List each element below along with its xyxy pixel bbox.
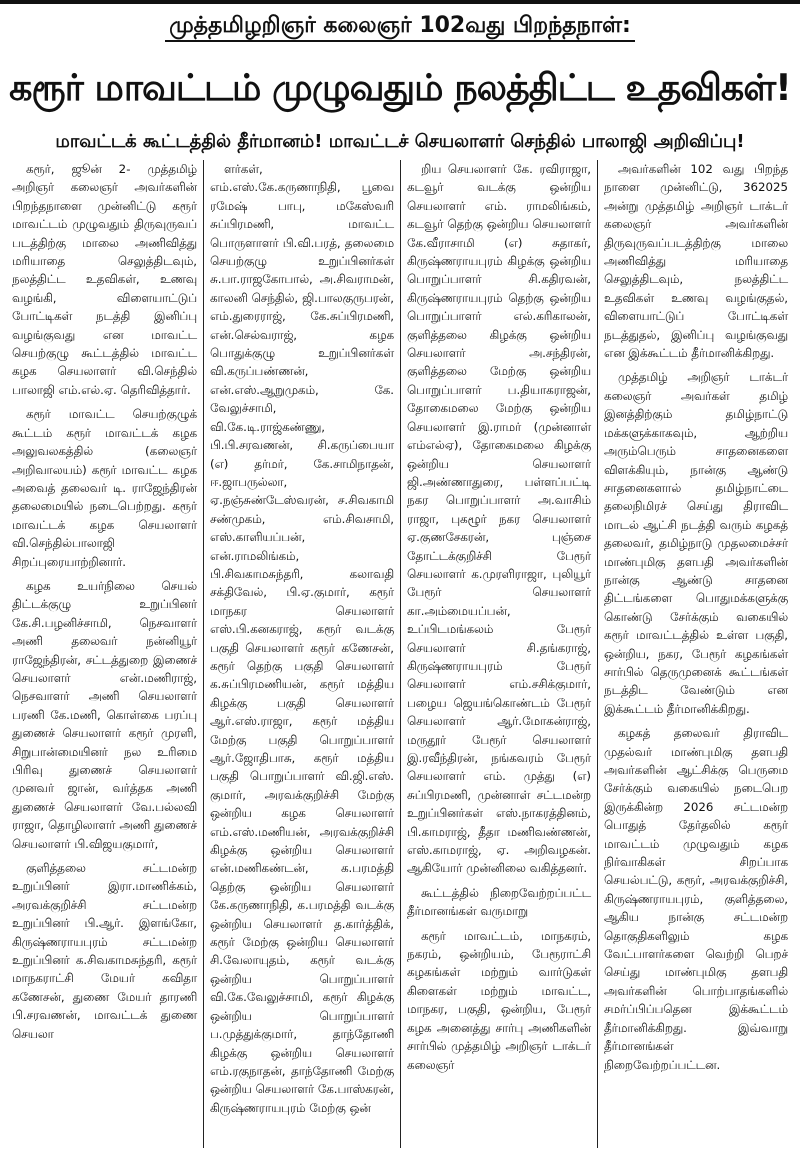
kicker-text: முத்தமிழறிஞர் கலைஞர் 102வது பிறந்தநாள்: — [165, 13, 635, 42]
paragraph: குளித்தலை சட்டமன்ற உறுப்பினர் இரா.மாணிக்கம், அரவக்குறிச்சி சட்டமன்ற உறுப்பினர் பி.ஆர். இளங்கோ, கிருஷ்ணராயபுரம் சட்டமன்ற உறுப்பினர் க.சிவகாமசுந்தரி, கரூர் மாநகராட்சி மேயர் கவிதா கணேசன், துணை மேயர் தாரணி பி.சரவணன், மாவட்டக் துணை செயலா — [12, 861, 197, 1041]
article-body — [6, 160, 794, 1148]
column-1 — [6, 160, 203, 1148]
headline: கரூர் மாவட்டம் முழுவதும் நலத்திட்ட உதவிகள்! — [9, 66, 791, 109]
paragraph: ளர்கள், எம்.எஸ்.கே.கருணாநிதி, பூவை ரமேஷ் பாபு, மகேஸ்வரி சுப்பிரமணி, மாவட்ட பொருளாளர் பி.வி.பரத், தலைமை செயற்குழு உறுப்பினர்கள் சு.பா.ராஜகோபால், அ.சிவராமன், காலனி செந்தில், ஜி.பாலகுருபரன், எம்.துரைராஜ், கே.சுப்பிரமணி, என்.செல்வராஜ், கழக பொதுக்குழு உறுப்பினர்கள் வி.கருப்பண்ணன், என்.எஸ்.ஆறுமுகம், கே. வேலுச்சாமி, வி.கே.டி.ராஜ்கண்ணு, பி.பி.சரவணன், சி.கருப்பையா (எ) தர்மர், கே.சாமிநாதன், ஈ.ஜாபருல்லா, ஏ.நஞ்சுண்டேஸ்வரன், ச.சிவகாமி சண்முகம், எம்.சிவசாமி, எஸ்.காளியப்பன், என்.ராமலிங்கம், பி.சிவகாமசுந்தரி, கலாவதி சக்திவேல், பி.ஏ.குமார், கரூர் மாநகர செயலாளர் எஸ்.பி.கனகராஜ், கரூர் வடக்கு பகுதி செயலாளர் கரூர் கணேசன், கரூர் தெற்கு பகுதி செயலாளர் க.சுப்பிரமணியன், கரூர் மத்திய கிழக்கு பகுதி செயலாளர் ஆர்.எஸ்.ராஜா, கரூர் மத்திய மேற்கு பகுதி பொறுப்பாளர் ஆர்.ஜோதிபாசு, கரூர் மத்திய பகுதி பொறுப்பாளர் வி.ஜி.எஸ். குமார், அரவக்குறிச்சி மேற்கு ஒன்றிய கழக செயலாளர் எம்.எஸ்.மணியன், அரவக்குறிச்சி கிழக்கு ஒன்றிய செயலாளர் என்.மணிகண்டன், க.பரமத்தி தெற்கு ஒன்றிய செயலாளர் கே.கருணாநிதி, க.பரமத்தி வடக்கு ஒன்றிய செயலாளர் த.கார்த்திக், கரூர் மேற்கு ஒன்றிய செயலாளர் சி.வேலாயுதம், கரூர் வடக்கு ஒன்றிய பொறுப்பாளர் வி.கே.வேலுச்சாமி, கரூர் கிழக்கு ஒன்றிய பொறுப்பாளர் ப.முத்துக்குமார், தாந்தோணி கிழக்கு ஒன்றிய செயலாளர் எம்.ரகுநாதன், தாந்தோணி மேற்கு ஒன்றிய செயலாளர் கே.பாஸ்கரன், கிருஷ்ணராயபுரம் மேற்கு ஒன் — [210, 162, 394, 1115]
top-rule — [0, 0, 800, 4]
subheadline: மாவட்டக் கூட்டத்தில் தீர்மானம்! மாவட்டச் செயலாளர் செந்தில் பாலாஜி அறிவிப்பு! — [55, 131, 745, 152]
paragraph: றிய செயலாளர் கே. ரவிராஜா, கடவூர் வடக்கு ஒன்றிய செயலாளர் எம். ராமலிங்கம், கடவூர் தெற்கு ஒன்றிய செயலாளர் கே.வீராசாமி (எ) சுதாகர், கிருஷ்ணராயபுரம் கிழக்கு ஒன்றிய பொறுப்பாளர் சி.கதிரவன், கிருஷ்ணராயபுரம் தெற்கு ஒன்றிய பொறுப்பாளர் எல்.கரிகாலன், குளித்தலை கிழக்கு ஒன்றிய செயலாளர் அ.சந்திரன், குளித்தலை மேற்கு ஒன்றிய பொறுப்பாளர் ப.தியாகராஜன், தோகைமலை மேற்கு ஒன்றிய செயலாளர் இ.ராமர் (முன்னாள் எம்எல்ஏ), தோகைமலை கிழக்கு ஒன்றிய செயலாளர் ஜி.அண்ணாதுரை, பள்ளப்பட்டி நகர பொறுப்பாளர் அ.வாசிம் ராஜா, புகழூர் நகர செயலாளர் ஏ.குணசேகரன், புஞ்சை தோட்டக்குறிச்சி பேரூர் செயலாளர் க.முரளிராஜா, புலியூர் பேரூர் செயலாளர் கா.அம்மையப்பன், உப்பிடமங்கலம் பேரூர் செயலாளர் சி.தங்கராஜ், கிருஷ்ணராயபுரம் பேரூர் செயலாளர் எம்.சசிக்குமார், பழைய ஜெயங்கொண்டம் பேரூர் செயலாளர் ஆர்.மோகன்ராஜ், மருதூர் பேரூர் செயலாளர் இ.ரவீந்திரன், நங்கவரம் பேரூர் செயலாளர் எம். முத்து (எ) சுப்பிரமணி, முன்னாள் சட்டமன்ற உறுப்பினர்கள் எஸ்.நாகரத்தினம், பி.காமராஜ், தீதா மணிவண்ணன், எஸ்.காமராஜ், ஏ. அறிவழகன். ஆகியோர் முன்னிலை வகித்தனர். — [407, 162, 591, 876]
paragraph: கழகத் தலைவர் திராவிட முதல்வர் மாண்புமிகு தளபதி அவர்களின் ஆட்சிக்கு பெருமை சேர்க்கும் வகையில் நடைபெற இருக்கின்ற 2026 சட்டமன்ற பொதுத் தேர்தலில் கரூர் மாவட்டம் முழுவதும் கழக நிர்வாகிகள் சிறப்பாக செயல்பட்டு, கரூர், அரவக்குறிச்சி, கிருஷ்ணராயபுரம், குளித்தலை, ஆகிய நான்கு சட்டமன்ற தொகுதிகளிலும் கழக வேட்பாளர்களை வெற்றி பெறச் செய்து மாண்புமிகு தளபதி அவர்களின் பொற்பாதங்களில் சமர்ப்பிப்பதென இக்கூட்டம் தீர்மானிக்கிறது. இவ்வாறு தீர்மானங்கள் நிறைவேற்றப்பட்டன. — [604, 726, 788, 1072]
paragraph: கரூர், ஜூன் 2- முத்தமிழ் அறிஞர் கலைஞர் அவர்களின் பிறந்தநாளை முன்னிட்டு கரூர் மாவட்டம் முழுவதும் திருவுருவப் படத்திற்கு மாலை அணிவித்து மரியாதை செலுத்திடவும், நலத்திட்ட உதவிகள், உணவு வழங்கி, விளையாட்டுப் போட்டிகள் நடத்தி இனிப்பு வழங்குவது என மாவட்ட செயற்குழு கூட்டத்தில் மாவட்ட கழக செயலாளர் வி.செந்தில் பாலாஜி எம்.எல்.ஏ. தெரிவித்தார். — [12, 162, 197, 397]
paragraph: கரூர் மாவட்டம், மாநகரம், நகரம், ஒன்றியம், பேரூராட்சி கழகங்கள் மற்றும் வார்டுகள் கிளைகள் மற்றும் மாவட்ட, மாநகர, பகுதி, ஒன்றிய, பேரூர் கழக அனைத்து சார்பு அணிகளின் சார்பில் முத்தமிழ் அறிஞர் டாக்டர் கலைஞர் — [407, 928, 591, 1072]
paragraph: கூட்டத்தில் நிறைவேற்றப்பட்ட தீர்மானங்கள் வருமாறு — [407, 885, 591, 919]
column-4 — [597, 160, 794, 1148]
paragraph: கழக உயர்நிலை செயல் திட்டக்குழு உறுப்பினர் கே.சி.பழனிச்சாமி, நெசவாளர் அணி தலைவர் நன்னியூர் ராஜேந்திரன், சட்டத்துறை இணைச் செயலாளர் என்.மணிராஜ், நெசவாளர் அணி செயலாளர் பரணி கே.மணி, கொள்கை பரப்பு துணைச் செயலாளர் கரூர் முரளி, சிறுபான்மையினர் நல உரிமை பிரிவு துணைச் செயலாளர் முனவர் ஜான், வர்த்தக அணி துணைச் செயலாளர் வே.பல்லவி ராஜா, தொழிலாளர் அணி துணைச் செயலாளர் பி.விஜயகுமார், — [12, 578, 197, 851]
column-3 — [400, 160, 597, 1148]
paragraph: அவர்களின் 102 வது பிறந்த நாளை முன்னிட்டு, 362025 அன்று முத்தமிழ் அறிஞர் டாக்டர் கலைஞர் அவர்களின் திருவுருவப்படத்திற்கு மாலை அணிவித்து மரியாதை செலுத்திடவும், நலத்திட்ட உதவிகள் உணவு வழங்குதல், விளையாட்டுப் போட்டிகள் நடத்துதல், இனிப்பு வழங்குவது என இக்கூட்டம் தீர்மானிக்கிறது. — [604, 162, 788, 361]
kicker — [0, 10, 800, 42]
paragraph: கரூர் மாவட்ட செயற்குழுக் கூட்டம் கரூர் மாவட்டக் கழக அலுவலகத்தில் (கலைஞர் அறிவாலயம்) கரூர் மாவட்ட கழக அவைத் தலைவர் டி. ராஜேந்திரன் தலைமையில் நடைபெற்றது. கரூர் மாவட்டக் கழக செயலாளர் வி.செந்தில்பாலாஜி சிறப்புரையாற்றினார். — [12, 407, 197, 569]
column-2 — [203, 160, 400, 1148]
paragraph: முத்தமிழ் அறிஞர் டாக்டர் கலைஞர் அவர்கள் தமிழ் இனத்திற்கும் தமிழ்நாட்டு மக்களுக்காகவும், ஆற்றிய அரும்பெரும் சாதனைகளை விளக்கியும், நான்கு ஆண்டு சாதனைகளால் தமிழ்நாட்டை தலைநிமிரச் செய்து திராவிட மாடல் ஆட்சி நடத்தி வரும் கழகத் தலைவர், தமிழ்நாடு முதலமைச்சர் மாண்புமிகு தளபதி அவர்களின் நான்கு ஆண்டு சாதனை திட்டங்களை பொதுமக்களுக்கு கொண்டு சேர்க்கும் வகையில் கரூர் மாவட்டத்தில் உள்ள பகுதி, ஒன்றிய, நகர, பேரூர் கழகங்கள் சார்பில் தெருமுனைக் கூட்டங்கள் நடத்திட வேண்டும் என இக்கூட்டம் தீர்மானிக்கிறது. — [604, 370, 788, 716]
